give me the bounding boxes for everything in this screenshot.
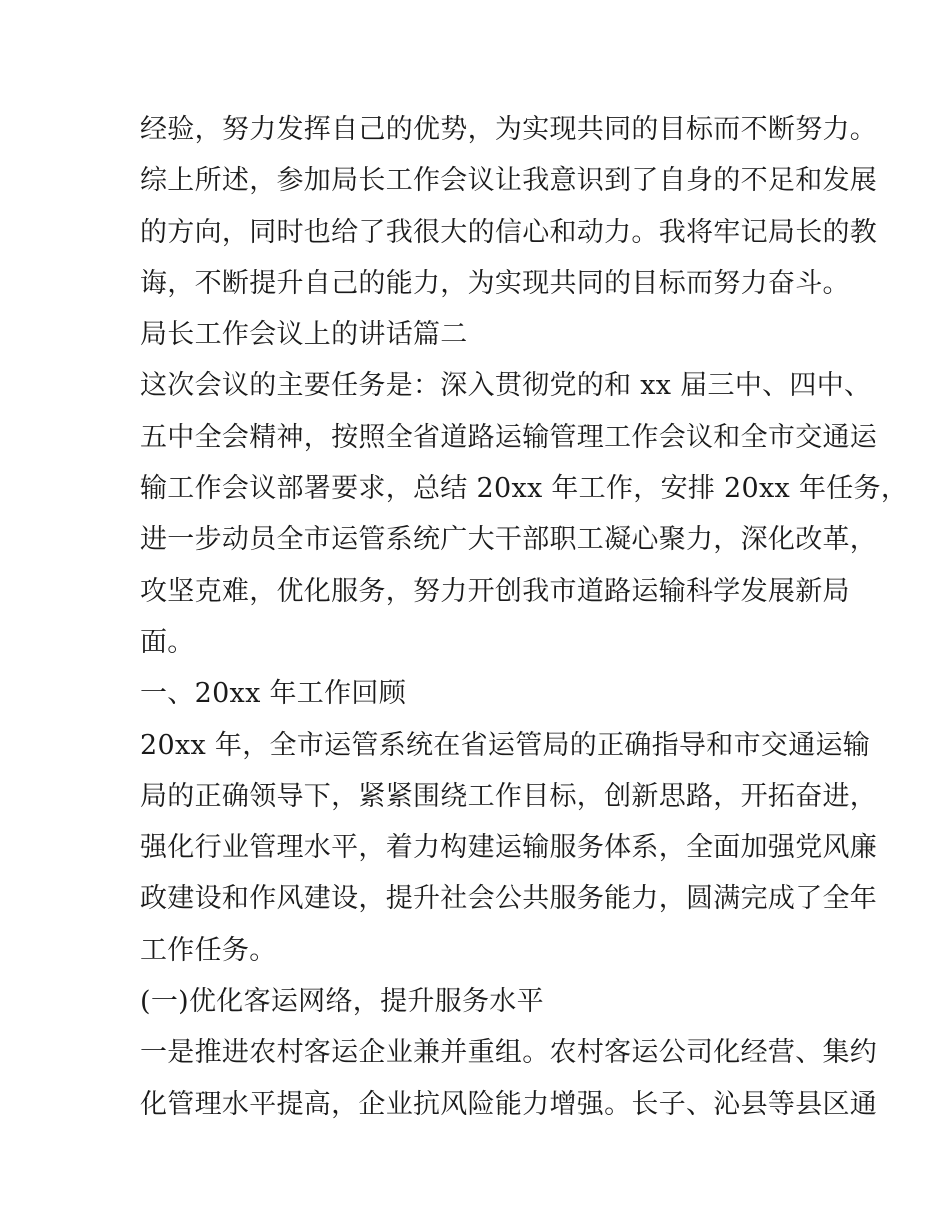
section-heading: 一、20xx 年工作回顾 <box>140 678 406 710</box>
text-line: 五中全会精神，按照全省道路运输管理工作会议和全市交通运 <box>140 421 878 453</box>
text-line: 的方向，同时也给了我很大的信心和动力。我将牢记局长的教 <box>140 216 878 248</box>
text-line: 综上所述，参加局长工作会议让我意识到了自身的不足和发展 <box>140 165 878 197</box>
text-line: 局的正确领导下，紧紧围绕工作目标，创新思路，开拓奋进， <box>140 780 878 812</box>
text-line: 输工作会议部署要求，总结 20xx 年工作，安排 20xx 年任务， <box>140 473 909 505</box>
text-line: 强化行业管理水平，着力构建运输服务体系，全面加强党风廉 <box>140 832 878 864</box>
section-heading: 局长工作会议上的讲话篇二 <box>140 319 468 351</box>
text-line: 面。 <box>140 626 195 658</box>
text-line: 经验，努力发挥自己的优势，为实现共同的目标而不断努力。 <box>140 114 878 145</box>
text-line: 政建设和作风建设，提升社会公共服务能力，圆满完成了全年 <box>140 883 878 915</box>
text-line: 诲，不断提升自己的能力，为实现共同的目标而努力奋斗。 <box>140 267 850 299</box>
text-line: 这次会议的主要任务是：深入贯彻党的和 xx 届三中、四中、 <box>140 370 872 402</box>
text-line: 攻坚克难，优化服务，努力开创我市道路运输科学发展新局 <box>140 575 850 607</box>
text-line: 进一步动员全市运管系统广大干部职工凝心聚力，深化改革， <box>140 524 878 556</box>
document-body <box>140 104 909 1130</box>
subsection-heading: (一)优化客运网络，提升服务水平 <box>140 986 544 1018</box>
text-line: 20xx 年，全市运管系统在省运管局的正确指导和市交通运输 <box>140 729 871 761</box>
text-line: 工作任务。 <box>140 934 277 966</box>
text-line: 化管理水平提高，企业抗风险能力增强。长子、沁县等县区通 <box>140 1088 878 1120</box>
text-line: 一是推进农村客运企业兼并重组。农村客运公司化经营、集约 <box>140 1037 878 1069</box>
